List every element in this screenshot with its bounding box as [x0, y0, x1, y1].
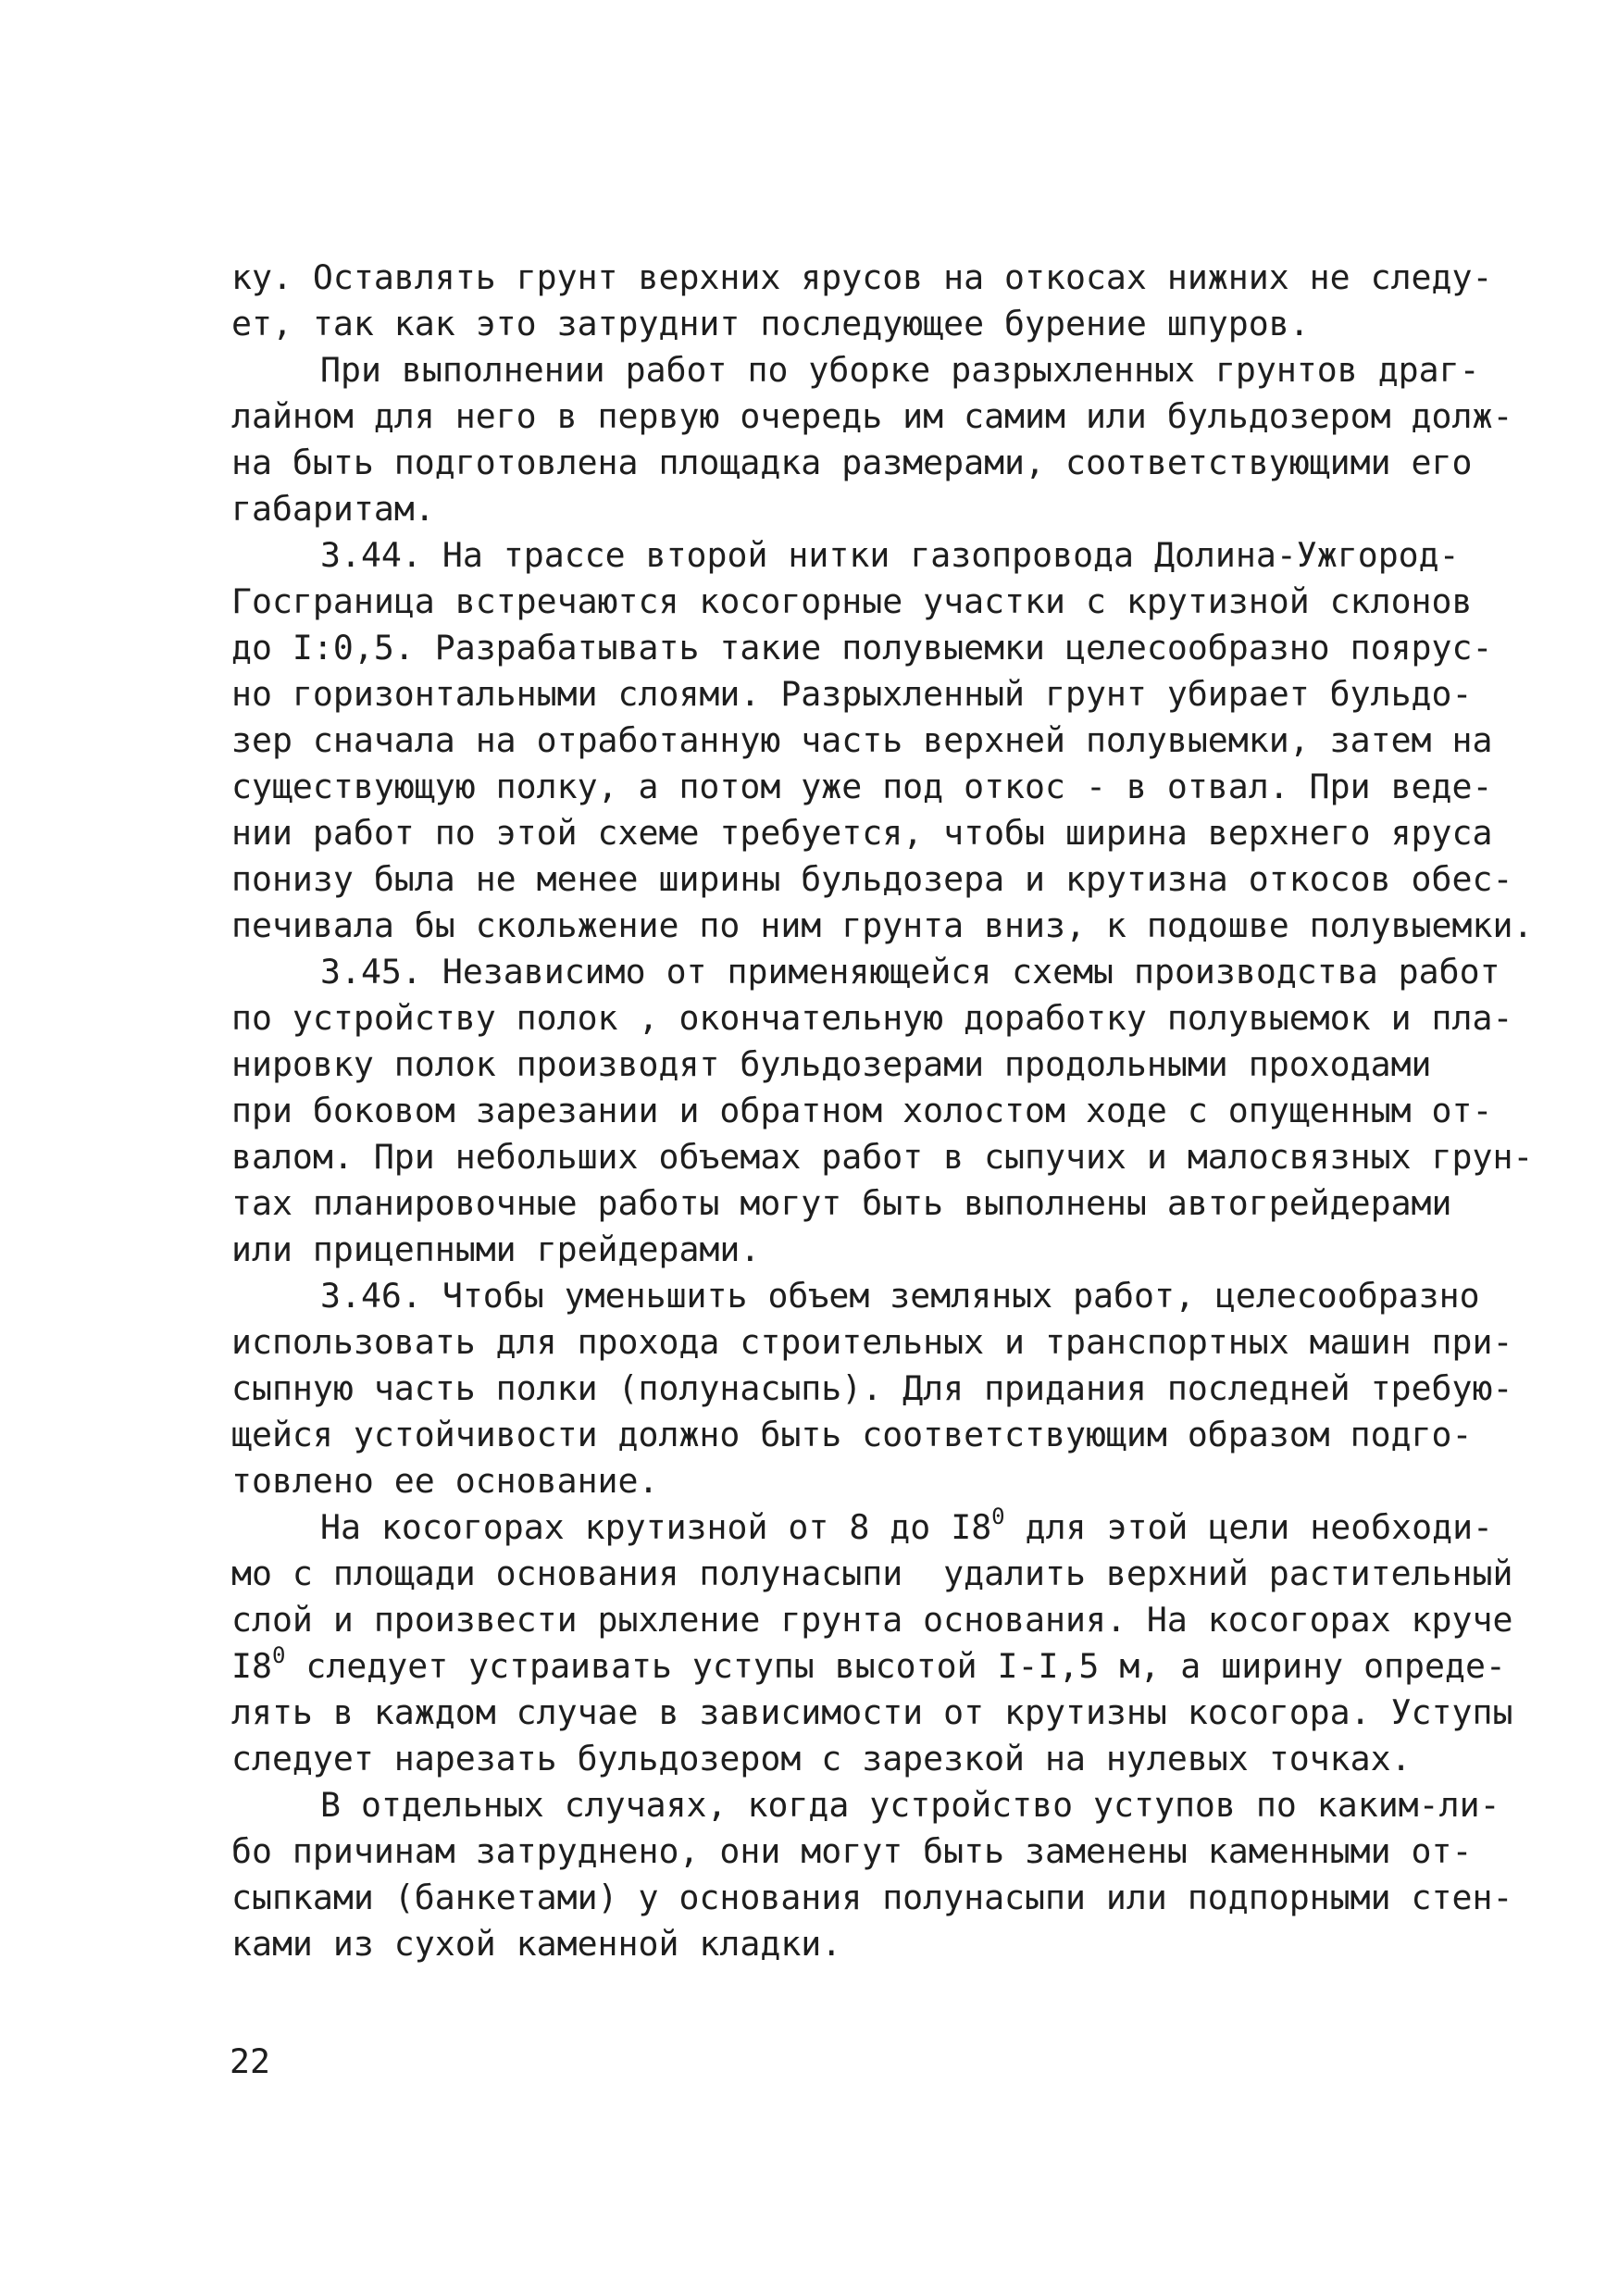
text-line: [231, 1273, 1480, 1319]
text-line: [231, 856, 1513, 903]
text-line-content: щейся устойчивости должно быть соответствующим образом подго-: [231, 1415, 1473, 1454]
text-line: [231, 718, 1493, 764]
text-line: [231, 764, 1493, 810]
text-line: [231, 1458, 1435, 1504]
text-line: [231, 1088, 1493, 1134]
text-line: [231, 393, 1513, 440]
text-line: [231, 1042, 1435, 1088]
text-line: [231, 671, 1473, 718]
text-line: [231, 301, 1435, 347]
text-line-content: использовать для прохода строительных и транспортных машин при-: [231, 1322, 1513, 1362]
text-line: [231, 1597, 1513, 1643]
text-line-before-sup: На косогорах крутизной от 8 до I8: [320, 1507, 992, 1547]
text-line-before-sup: I8: [231, 1646, 272, 1686]
text-line-content: габаритам.: [231, 489, 435, 529]
text-line-content: или прицепными грейдерами.: [231, 1229, 761, 1269]
text-line: [231, 1690, 1513, 1736]
text-line-content: следует нарезать бульдозером с зарезкой на нулевых точках.: [231, 1739, 1412, 1778]
text-line: [231, 1736, 1435, 1782]
page-number: 22: [230, 2041, 270, 2081]
text-line-content: тах планировочные работы могут быть выполнены автогрейдерами: [231, 1183, 1452, 1223]
text-line-content: но горизонтальными слоями. Разрыхленный грунт убирает бульдо-: [231, 674, 1473, 714]
text-line-content: лайном для него в первую очередь им самим или бульдозером долж-: [231, 396, 1513, 436]
text-line: [231, 1642, 1506, 1690]
text-line: [231, 810, 1493, 856]
text-line: [231, 1782, 1500, 1828]
text-line-content: при боковом зарезании и обратном холостом ходе с опущенным от-: [231, 1091, 1493, 1130]
text-line: [231, 1180, 1452, 1227]
text-line-content: товлено ее основание.: [231, 1461, 659, 1501]
text-line-content: Госграница встречаются косогорные участки с крутизной склонов: [231, 581, 1473, 621]
text-line-content: понизу была не менее ширины бульдозера и крутизна откосов обес-: [231, 859, 1513, 899]
text-line-content: 3.46. Чтобы уменьшить объем земляных работ, целесообразно: [320, 1276, 1480, 1316]
text-line-content: существующую полку, а потом уже под откос - в отвал. При веде-: [231, 767, 1493, 806]
text-line: [231, 440, 1473, 486]
text-line-content: ку. Оставлять грунт верхних ярусов на откосах нижних не следу-: [231, 257, 1493, 297]
text-line-content: бо причинам затруднено, они могут быть заменены каменными от-: [231, 1831, 1473, 1871]
text-line-content: ками из сухой каменной кладки.: [231, 1924, 842, 1964]
text-line: [231, 347, 1480, 393]
text-line-content: печивала бы скольжение по ним грунта вниз, к подошве полувыемки.: [231, 905, 1534, 945]
text-line-content: 3.44. На трассе второй нитки газопровода Долина-Ужгород-: [320, 535, 1460, 575]
text-line: [231, 1227, 1435, 1273]
degree-superscript: 0: [991, 1504, 1005, 1529]
text-line-content: мо с площади основания полунасыпи удалить верхний растительный: [231, 1554, 1513, 1593]
text-line-content: 3.45. Независимо от применяющейся схемы производства работ: [320, 952, 1500, 992]
text-line: [231, 949, 1500, 995]
text-line-content: нировку полок производят бульдозерами продольными проходами: [231, 1044, 1432, 1084]
text-line: [231, 1828, 1473, 1875]
text-line-content: сыпную часть полки (полунасыпь). Для придания последней требую-: [231, 1368, 1513, 1408]
text-line: [231, 1504, 1494, 1551]
text-line-content: валом. При небольших объемах работ в сыпучих и малосвязных грун-: [231, 1137, 1534, 1177]
text-line: [231, 532, 1460, 579]
text-line-content: ет, так как это затруднит последующее бурение шпуров.: [231, 304, 1310, 343]
text-line-content: на быть подготовлена площадка размерами, соответствующими его: [231, 443, 1473, 482]
text-line: [231, 486, 1435, 532]
text-line-content: по устройству полок , окончательную доработку полувыемок и пла-: [231, 998, 1513, 1038]
text-line: [231, 903, 1534, 949]
text-line-content: При выполнении работ по уборке разрыхленных грунтов драг-: [320, 350, 1480, 390]
document-body: [231, 255, 1534, 1967]
degree-superscript: 0: [271, 1642, 286, 1668]
text-line-after-sup: для этой цели необходи-: [1004, 1507, 1494, 1547]
text-line: [231, 1412, 1473, 1458]
text-line: [231, 995, 1513, 1042]
text-line-content: сыпками (банкетами) у основания полунасыпи или подпорными стен-: [231, 1878, 1513, 1917]
text-line: [231, 1134, 1534, 1180]
text-line-content: нии работ по этой схеме требуется, чтобы ширина верхнего яруса: [231, 813, 1493, 853]
text-line: [231, 625, 1493, 671]
text-line: [231, 255, 1493, 301]
text-line: [231, 1319, 1513, 1366]
text-line: [231, 1366, 1513, 1412]
text-line: [231, 579, 1473, 625]
text-line: [231, 1551, 1513, 1597]
text-line-content: до I:0,5. Разрабатывать такие полувыемки целесообразно поярус-: [231, 628, 1493, 668]
text-line-after-sup: следует устраивать уступы высотой I-I,5 м, а ширину опреде-: [285, 1646, 1506, 1686]
text-line-content: слой и произвести рыхление грунта основания. На косогорах круче: [231, 1600, 1513, 1640]
text-line-content: В отдельных случаях, когда устройство уступов по каким-ли-: [320, 1785, 1500, 1825]
text-line-content: лять в каждом случае в зависимости от крутизны косогора. Уступы: [231, 1692, 1513, 1732]
text-line-content: зер сначала на отработанную часть верхней полувыемки, затем на: [231, 720, 1493, 760]
text-line: [231, 1875, 1513, 1921]
text-line: [231, 1921, 1435, 1967]
